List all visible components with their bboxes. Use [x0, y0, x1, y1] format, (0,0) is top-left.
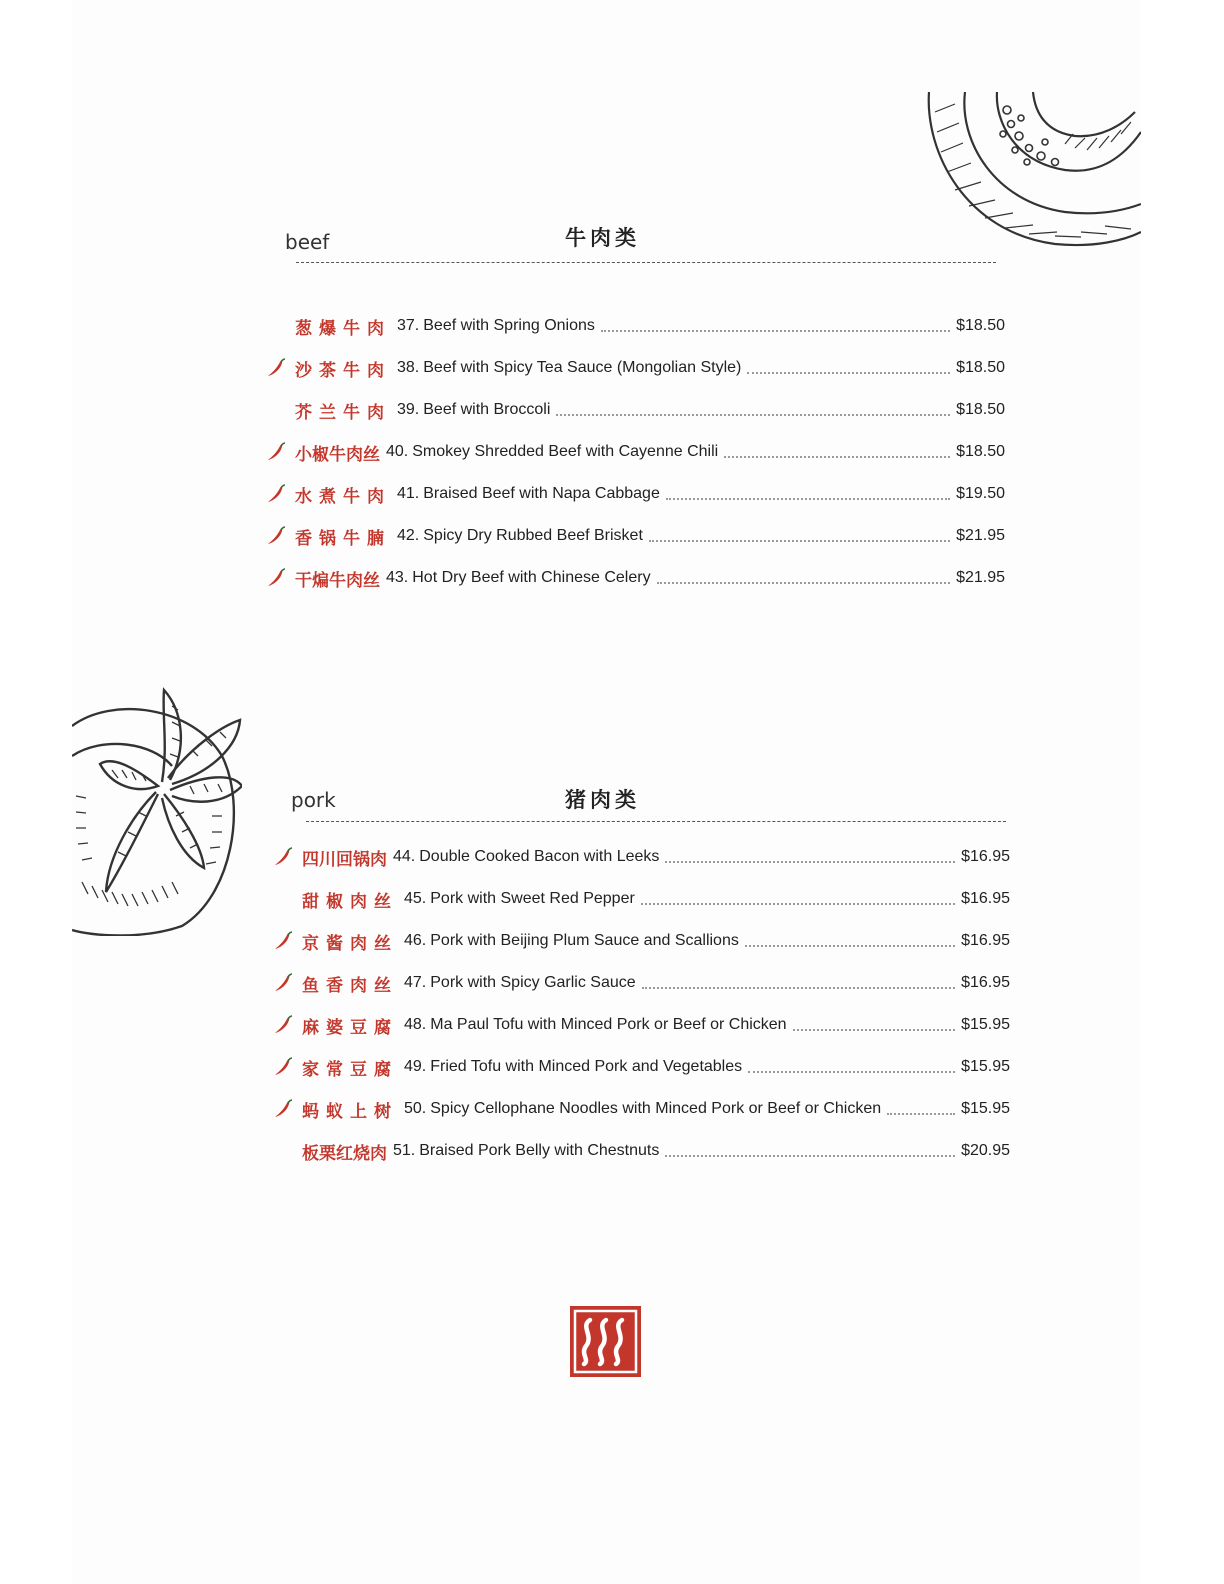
dish-number: 38. — [397, 359, 420, 376]
chili-pepper-icon — [272, 1015, 294, 1035]
dish-name-cn: 干煸牛肉丝 — [295, 570, 380, 591]
beef-menu-list — [265, 305, 1005, 599]
dish-name-cn: 香锅牛腩 — [295, 528, 391, 549]
dish-number: 47. — [404, 974, 427, 991]
dish-name-en: Beef with Spring Onions — [423, 317, 595, 334]
dish-name-cn: 蚂蚁上树 — [302, 1101, 398, 1122]
menu-item — [265, 431, 1005, 473]
pork-menu-list — [272, 836, 1010, 1172]
beef-section-title-en: beef — [285, 230, 330, 254]
chili-pepper-icon — [265, 568, 287, 588]
dish-name-cn: 甜椒肉丝 — [302, 891, 398, 912]
dish-price: $18.50 — [956, 443, 1005, 460]
dish-number: 43. — [386, 569, 409, 586]
menu-item — [265, 389, 1005, 431]
dish-name-en: Spicy Dry Rubbed Beef Brisket — [423, 527, 643, 544]
dish-price: $15.95 — [961, 1058, 1010, 1075]
dish-name-en: Pork with Beijing Plum Sauce and Scallions — [430, 932, 739, 949]
dish-name-en: Spicy Cellophane Noodles with Minced Pork or Beef or Chicken — [430, 1100, 882, 1117]
dish-price: $21.95 — [956, 569, 1005, 586]
dish-price: $16.95 — [961, 890, 1010, 907]
chili-pepper-icon — [265, 526, 287, 546]
dish-price: $16.95 — [961, 974, 1010, 991]
dish-number: 50. — [404, 1100, 427, 1117]
dish-price: $18.50 — [956, 401, 1005, 418]
dish-name-en: Pork with Sweet Red Pepper — [430, 890, 635, 907]
dish-number: 51. — [393, 1142, 416, 1159]
dish-name-cn: 小椒牛肉丝 — [295, 444, 380, 465]
dish-price: $21.95 — [956, 527, 1005, 544]
sss-logo-icon — [570, 1306, 641, 1377]
dish-number: 49. — [404, 1058, 427, 1075]
dish-number: 45. — [404, 890, 427, 907]
dish-name-en: Hot Dry Beef with Chinese Celery — [412, 569, 651, 586]
pork-section-title-en: pork — [291, 788, 336, 812]
chili-pepper-icon — [272, 931, 294, 951]
dish-number: 37. — [397, 317, 420, 334]
dish-name-en: Fried Tofu with Minced Pork and Vegetables — [430, 1058, 743, 1075]
dotted-leader — [649, 540, 950, 542]
dotted-leader — [887, 1113, 955, 1115]
dish-name-cn: 鱼香肉丝 — [302, 975, 398, 996]
menu-item — [265, 347, 1005, 389]
menu-item — [272, 878, 1010, 920]
dotted-leader — [724, 456, 950, 458]
menu-item — [265, 515, 1005, 557]
chili-pepper-icon — [265, 358, 287, 378]
dish-number: 41. — [397, 485, 420, 502]
menu-item — [272, 1088, 1010, 1130]
chili-pepper-icon — [272, 1099, 294, 1119]
dotted-leader — [748, 1071, 955, 1073]
dish-price: $16.95 — [961, 932, 1010, 949]
dish-name-cn: 麻婆豆腐 — [302, 1017, 398, 1038]
dish-name-en: Braised Pork Belly with Chestnuts — [419, 1142, 660, 1159]
beef-section-divider — [296, 262, 996, 263]
dish-number: 40. — [386, 443, 409, 460]
dotted-leader — [665, 861, 955, 863]
dish-name-cn: 芥兰牛肉 — [295, 402, 391, 423]
dish-price: $18.50 — [956, 317, 1005, 334]
dish-name-en: Beef with Broccoli — [423, 401, 551, 418]
menu-item — [265, 473, 1005, 515]
dish-price: $20.95 — [961, 1142, 1010, 1159]
menu-item — [272, 962, 1010, 1004]
dish-name-cn: 葱爆牛肉 — [295, 318, 391, 339]
sketched-plate-icon — [925, 92, 1141, 252]
menu-item — [272, 920, 1010, 962]
dish-name-cn: 家常豆腐 — [302, 1059, 398, 1080]
menu-item — [272, 1130, 1010, 1172]
dish-number: 48. — [404, 1016, 427, 1033]
dotted-leader — [642, 987, 955, 989]
dish-price: $18.50 — [956, 359, 1005, 376]
dish-name-en: Beef with Spicy Tea Sauce (Mongolian Style) — [423, 359, 742, 376]
chili-pepper-icon — [265, 484, 287, 504]
dish-name-cn: 水煮牛肉 — [295, 486, 391, 507]
dotted-leader — [666, 498, 950, 500]
dish-price: $19.50 — [956, 485, 1005, 502]
dish-name-cn: 四川回锅肉 — [302, 849, 387, 870]
chili-pepper-icon — [265, 442, 287, 462]
dish-name-en: Double Cooked Bacon with Leeks — [419, 848, 660, 865]
chili-pepper-icon — [272, 847, 294, 867]
menu-item — [272, 1004, 1010, 1046]
dotted-leader — [745, 945, 955, 947]
dish-name-cn: 沙茶牛肉 — [295, 360, 391, 381]
chili-pepper-icon — [272, 1057, 294, 1077]
beef-section-title-cn: 牛肉类 — [565, 226, 640, 250]
menu-item — [272, 836, 1010, 878]
pork-section-divider — [306, 821, 1006, 822]
dotted-leader — [601, 330, 950, 332]
dish-name-cn: 板栗红烧肉 — [302, 1143, 387, 1164]
sketched-tomato-icon — [72, 686, 242, 936]
dish-number: 44. — [393, 848, 416, 865]
dish-price: $15.95 — [961, 1100, 1010, 1117]
dish-name-en: Smokey Shredded Beef with Cayenne Chili — [412, 443, 719, 460]
dish-price: $15.95 — [961, 1016, 1010, 1033]
pork-section-title-cn: 猪肉类 — [565, 788, 640, 812]
dish-name-en: Pork with Spicy Garlic Sauce — [430, 974, 636, 991]
dotted-leader — [747, 372, 950, 374]
menu-item — [265, 557, 1005, 599]
chili-pepper-icon — [272, 973, 294, 993]
dish-price: $16.95 — [961, 848, 1010, 865]
dotted-leader — [793, 1029, 956, 1031]
dotted-leader — [556, 414, 950, 416]
dish-number: 46. — [404, 932, 427, 949]
dotted-leader — [657, 582, 951, 584]
dish-name-en: Ma Paul Tofu with Minced Pork or Beef or Chicken — [430, 1016, 787, 1033]
menu-item — [272, 1046, 1010, 1088]
dotted-leader — [665, 1155, 955, 1157]
dish-number: 42. — [397, 527, 420, 544]
dish-number: 39. — [397, 401, 420, 418]
menu-item — [265, 305, 1005, 347]
dish-name-cn: 京酱肉丝 — [302, 933, 398, 954]
dotted-leader — [641, 903, 955, 905]
dish-name-en: Braised Beef with Napa Cabbage — [423, 485, 660, 502]
